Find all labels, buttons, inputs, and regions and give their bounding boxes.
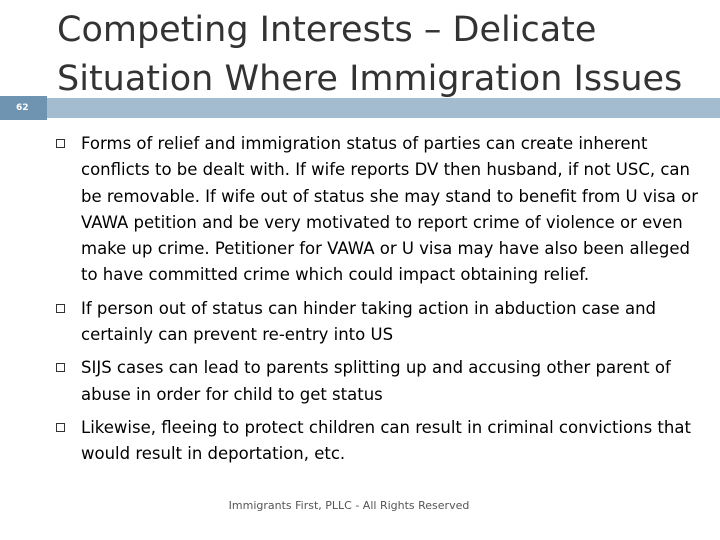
bullet-item: [48, 415, 710, 468]
bullet-list: [48, 131, 710, 468]
bullet-item: [48, 296, 710, 349]
square-bullet-icon: [56, 304, 65, 313]
footer-copyright: Immigrants First, PLLC - All Rights Reserved: [228, 499, 470, 512]
slide-number: 62: [0, 96, 47, 120]
square-bullet-icon: [56, 363, 65, 372]
left-margin: [0, 0, 47, 540]
square-bullet-icon: [56, 423, 65, 432]
bullet-item: [48, 131, 710, 289]
bullet-text: Forms of relief and immigration status of parties can create inherent conflicts to be dealt with. If wife reports DV then husband, if not USC, can be removable. If wife out of status she may stand to benefit from U visa or VAWA petition and be very motivated to report crime of violence or even make up crime. Petitioner for VAWA or U visa may have also been alleged to have committed crime which could impact obtaining relief.: [81, 134, 699, 285]
slide-title: Competing Interests – Delicate Situation Where Immigration Issues: [57, 10, 683, 99]
square-bullet-icon: [56, 139, 65, 148]
bullet-item: [48, 355, 710, 408]
bullet-text: If person out of status can hinder taking action in abduction case and certainly can prevent re-entry into US: [81, 298, 656, 345]
bullet-text: SIJS cases can lead to parents splitting up and accusing other parent of abuse in order for child to get status: [81, 358, 671, 404]
bullet-text: Likewise, fleeing to protect children can result in criminal convictions that would result in deportation, etc.: [81, 417, 691, 464]
